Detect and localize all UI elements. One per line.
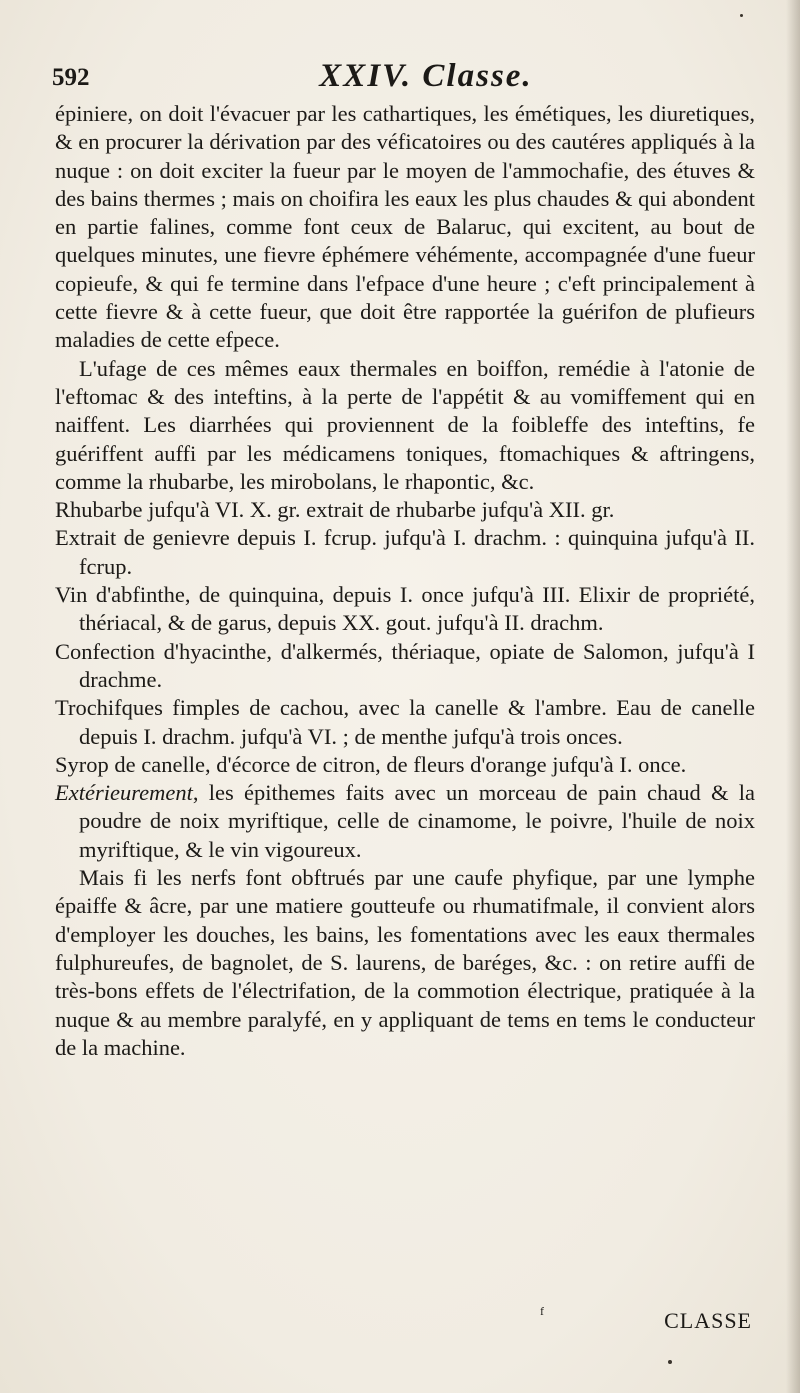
page-number: 592	[52, 64, 90, 91]
paragraph-exterieurement	[55, 779, 755, 864]
paragraph-continued: épiniere, on doit l'évacuer par les cathartiques, les émétiques, les diuretiques, & en procurer la dérivation par des véficatoires ou des cautéres appliqués à la nuque : on doit exciter la fueur par le moyen de l'ammochafie, des étuves & des bains thermes ; mais on choifira les eaux les plus chaudes & qui abondent en partie falines, comme font ceux de Balaruc, qui excitent, au bout de quelques minutes, une fievre éphémere véhémente, accompagnée d'une fueur copieufe, & qui fe termine dans l'efpace d'une heure ; c'eft principalement à cette fievre & à cette fueur, que doit être rapportée la guérifon de plufieurs maladies de cette efpece.	[55, 101, 755, 353]
page-edge-shadow	[786, 0, 800, 1393]
recipe-juniper: Extrait de genievre depuis I. fcrup. jufqu'à I. drachm. : quinquina jufqu'à II. fcrup.	[55, 525, 755, 579]
paragraph-thermal-waters: L'ufage de ces mêmes eaux thermales en boiffon, remédie à l'atonie de l'eftomac & des inteftins, à la perte de l'appétit & au vomiffement qui en naiffent. Les diarrhées qui proviennent de la foibleffe des inteftins, fe guériffent auffi par les médicamens toniques, ftomachiques & aftringens, comme la rhubarbe, les mirobolans, le rhapontic, &c.	[55, 355, 755, 494]
paragraph-nerves: Mais fi les nerfs font obftrués par une caufe phyfique, par une lymphe épaiffe & âcre, par une matiere goutteufe ou rhumatifmale, il convient alors d'employer les douches, les bains, les fomentations avec les eaux thermales fulphureufes, de bagnolet, de S. laurens, de baréges, &c. : on retire auffi de très-bons effets de l'électrifation, de la commotion électrique, pratiquée à la nuque & au membre paralyfé, en y appliquant de tems en tems le conducteur de la machine.	[55, 865, 755, 1060]
recipe-syrop: Syrop de canelle, d'écorce de citron, de fleurs d'orange jufqu'à I. once.	[55, 751, 687, 777]
recipe-confection: Confection d'hyacinthe, d'alkermés, thériaque, opiate de Salomon, jufqu'à I drachme.	[55, 638, 755, 692]
ink-speck	[740, 14, 743, 17]
exterieurement-lead: Extérieurement	[55, 780, 193, 806]
recipe-wine-elixir: Vin d'abfinthe, de quinquina, depuis I. once jufqu'à III. Elixir de propriété, thériacal, & de garus, depuis XX. gout. jufqu'à II. drachm.	[55, 582, 755, 636]
recipe-trochisques: Trochifques fimples de cachou, avec la canelle & l'ambre. Eau de canelle depuis I. drachm. jufqu'à VI. ; de menthe jufqu'à trois onces.	[55, 695, 755, 749]
exterieurement-rest: , les épithemes faits avec un morceau de pain chaud & la poudre de noix myriftique, celle de cinamome, le poivre, l'huile de noix myriftique, & le vin vigoureux.	[79, 780, 755, 862]
signature-mark: f	[540, 1304, 544, 1318]
page-header	[52, 50, 752, 100]
running-head: XXIV. Classe.	[319, 58, 533, 94]
recipe-rhubarb: Rhubarbe jufqu'à VI. X. gr. extrait de rhubarbe jufqu'à XII. gr.	[55, 497, 615, 523]
body-text	[55, 100, 755, 1062]
ink-speck	[668, 1360, 672, 1364]
catchword: CLASSE	[664, 1308, 752, 1333]
